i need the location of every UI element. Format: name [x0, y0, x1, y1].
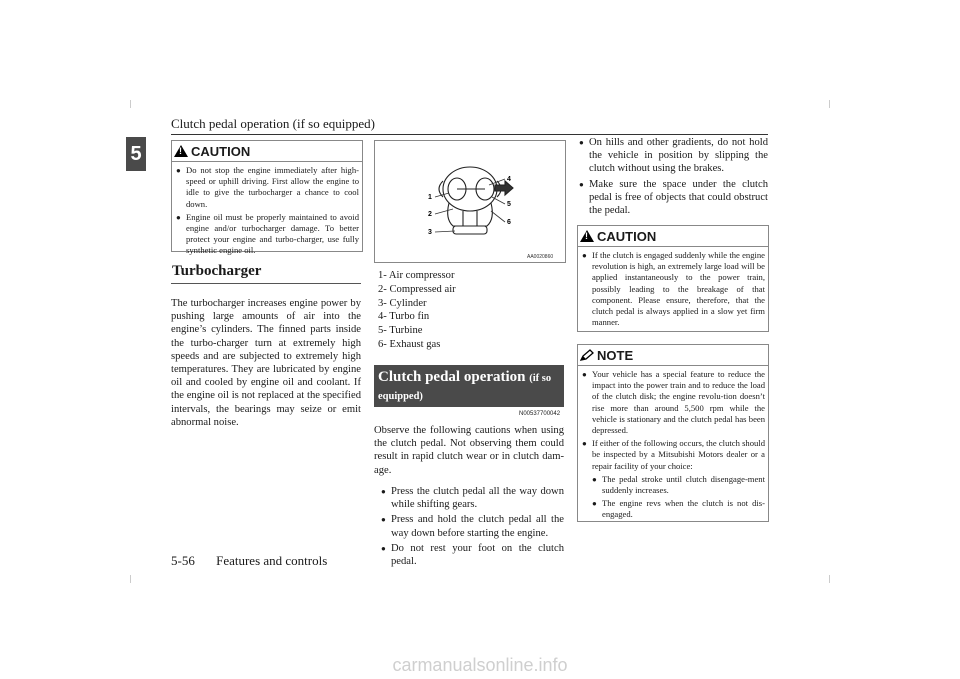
list-item: ● On hills and other gradients, do not hold the vehicle in position by slipping the clutch without using the brakes. [579, 136, 768, 176]
chapter-tab: 5 [126, 137, 146, 171]
watermark: carmanualsonline.info [392, 655, 568, 675]
divider [171, 283, 361, 284]
caution-box [171, 140, 363, 256]
clutch-tips-list [579, 136, 768, 219]
page-title: Clutch pedal operation (if so equipped) [171, 116, 375, 131]
warning-triangle-icon [580, 230, 594, 242]
note-sub-list [578, 474, 768, 521]
callout-2: 2 [428, 211, 432, 218]
note-list [578, 369, 768, 472]
section-heading-qualifier: (if so equipped) [378, 373, 552, 402]
page-footer [171, 553, 327, 569]
caution-heading [578, 228, 768, 244]
caution-heading [172, 143, 362, 159]
turbocharger-paragraph: The turbocharger increases engine power by pushing large amounts of air into the engine’s cylinders. The finned parts inside the turbo-charger turn at extremely high speeds and are subjected to extremely high temperatures. They are lubricated by engine oil and cooled by engine oil and coolant. If the engine oil is not replaced at the specified intervals, the bearings may seize or emit abnormal noise. [171, 298, 361, 428]
figure-legend [378, 269, 564, 352]
note-heading [578, 347, 768, 363]
note-box [577, 344, 769, 522]
legend-item: 4- Turbo fin [378, 311, 430, 323]
legend-item: 6- Exhaust gas [378, 338, 441, 350]
crop-mark [130, 100, 131, 108]
caution-label: CAUTION [597, 228, 657, 244]
list-item: ● Make sure the space under the clutch pedal is free of objects that could obstruct the pedal. [579, 178, 768, 218]
figure-code: AA0020860 [527, 254, 554, 260]
list-item: ● If either of the following occurs, the clutch should be inspected by a Mitsubishi Motors dealer or a repair facility of your choice: [582, 438, 765, 472]
list-item: ● Your vehicle has a special feature to reduce the impact into the power train and to reduce the load of the clutch disk; the engine revolu-tion doesn’t rise more than around 5,500 rpm while the vehicle is stationary and the clutch pedal has been depressed. [582, 369, 765, 436]
note-label: NOTE [597, 347, 634, 363]
legend-item: 3- Cylinder [378, 297, 427, 309]
clutch-cautions-list [381, 485, 564, 570]
caution-list [578, 250, 768, 328]
crop-mark [130, 575, 131, 583]
crop-mark [829, 575, 830, 583]
callout-4: 4 [507, 176, 511, 183]
list-item: ● Do not rest your foot on the clutch pedal. [381, 542, 564, 568]
header-divider [171, 134, 768, 135]
turbocharger-diagram [375, 141, 565, 262]
divider [578, 365, 768, 366]
warning-triangle-icon [174, 145, 188, 157]
list-item: ● The engine revs when the clutch is not dis-engaged. [592, 498, 765, 520]
turbocharger-figure [374, 140, 566, 263]
document-code: N00537700042 [519, 411, 561, 417]
list-item: ● Press and hold the clutch pedal all the way down before starting the engine. [381, 513, 564, 539]
crop-mark [829, 100, 830, 108]
caution-list [172, 165, 362, 257]
legend-item: 2- Compressed air [378, 283, 456, 295]
section-heading-clutch: Clutch pedal operation [378, 369, 526, 385]
divider [172, 161, 362, 162]
legend-item: 1- Air compressor [378, 270, 455, 281]
list-item: ● If the clutch is engaged suddenly while the engine revolution is high, an extremely large load will be applied instantaneously to the power train, possibly leading to the breakage of that component. Please ensure, therefore, that the clutch pedal is always applied in a slow yet firm manner. [582, 250, 765, 328]
clutch-section-header [374, 365, 564, 407]
callout-1: 1 [428, 194, 432, 201]
section-heading-turbocharger: Turbocharger [172, 263, 262, 279]
pencil-icon [580, 349, 594, 361]
list-item: ● The pedal stroke until clutch disengage-ment suddenly increases. [592, 474, 765, 496]
callout-3: 3 [428, 229, 432, 236]
legend-item: 5- Turbine [378, 325, 423, 337]
list-item: ● Engine oil must be properly maintained to avoid engine and/or turbocharger damage. To better protect your engine and turbo-charger, use fully synthetic engine oil. [176, 212, 359, 257]
divider [578, 246, 768, 247]
callout-5: 5 [507, 201, 511, 208]
footer-section: Features and controls [216, 553, 328, 568]
clutch-intro-paragraph: Observe the following cautions when using the clutch pedal. Not observing them could result in rapid clutch wear or in clutch dam-age. [374, 425, 564, 476]
list-item: ● Press the clutch pedal all the way down while shifting gears. [381, 485, 564, 511]
caution-label: CAUTION [191, 143, 251, 159]
callout-6: 6 [507, 219, 511, 226]
page-number: 5-56 [171, 553, 195, 568]
caution-box [577, 225, 769, 332]
list-item: ● Do not stop the engine immediately after high-speed or uphill driving. First allow the engine to idle to give the turbocharger a chance to cool down. [176, 165, 359, 210]
